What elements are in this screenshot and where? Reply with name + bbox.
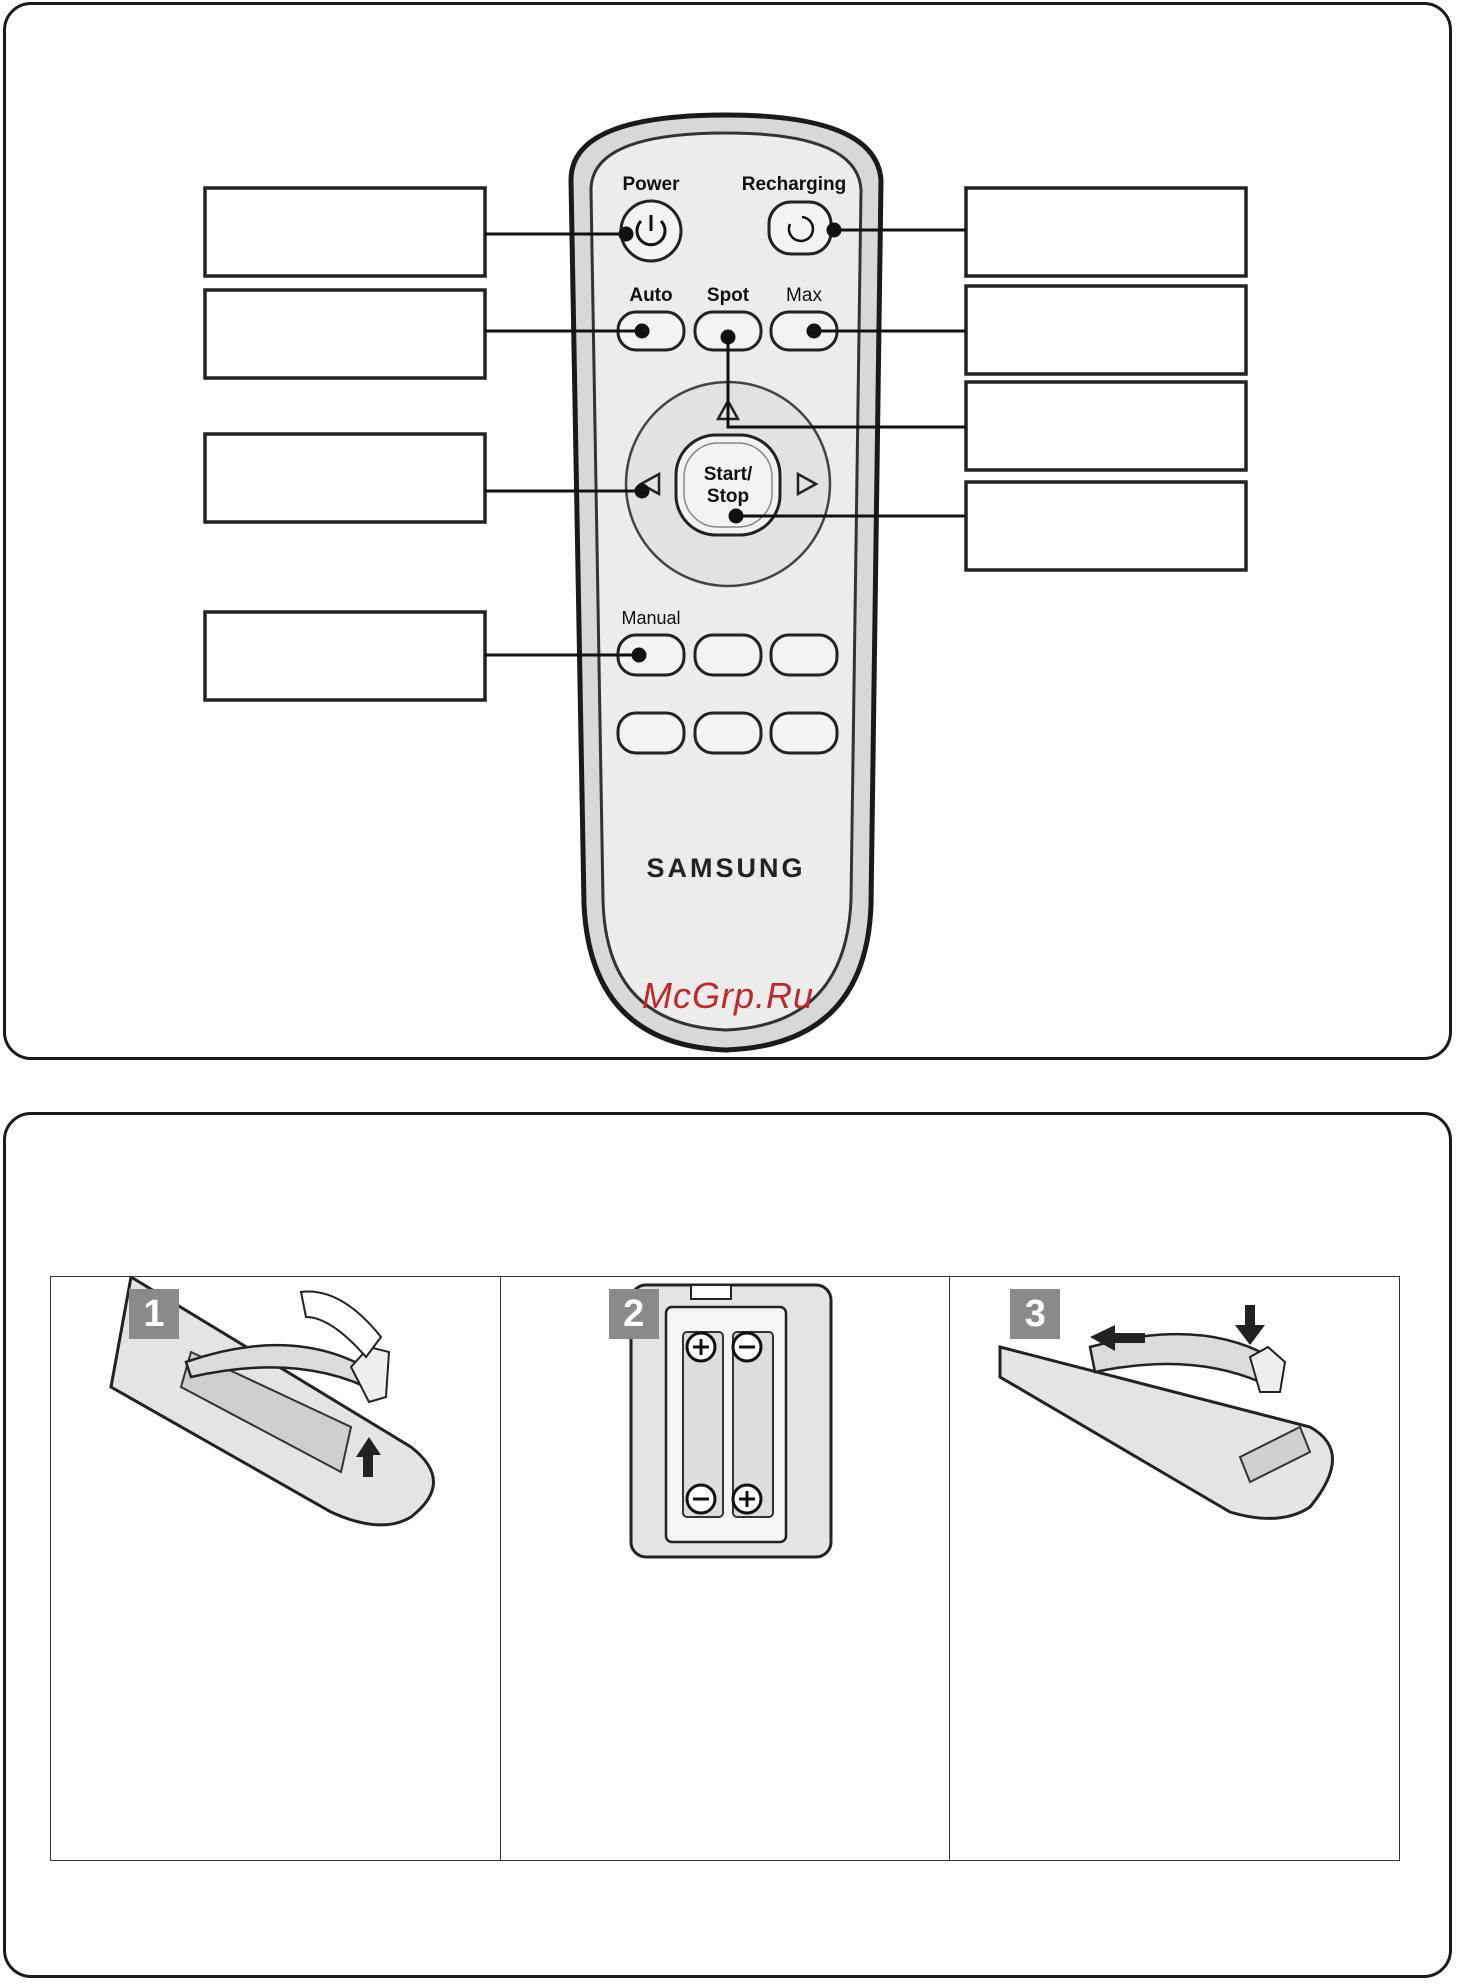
battery-steps	[50, 1276, 1400, 1861]
blank-button-1[interactable]	[695, 635, 761, 675]
step-3-badge: 3	[1010, 1289, 1060, 1339]
callout-box-recharging	[966, 188, 1246, 276]
blank-button-4[interactable]	[695, 713, 761, 753]
step-2-badge: 2	[609, 1289, 659, 1339]
remote-diagram	[6, 5, 1455, 1063]
start-stop-label-1: Start/	[703, 464, 753, 485]
callout-box-max	[966, 286, 1246, 374]
step-1-badge: 1	[129, 1289, 179, 1339]
step-1-illustration	[51, 1277, 499, 1577]
callout-box-left	[205, 434, 485, 522]
callout-box-manual	[205, 612, 485, 700]
max-label: Max	[786, 285, 822, 306]
arrow-down-icon	[1235, 1305, 1265, 1345]
watermark: McGrp.Ru	[642, 975, 815, 1016]
auto-label: Auto	[629, 285, 673, 306]
blank-button-2[interactable]	[771, 635, 837, 675]
blank-button-3[interactable]	[618, 713, 684, 753]
step-2-illustration	[501, 1277, 949, 1577]
recharging-button[interactable]	[769, 202, 831, 254]
callout-box-spot	[966, 382, 1246, 470]
spot-label: Spot	[706, 285, 750, 306]
manual-label: Manual	[621, 608, 681, 628]
start-stop-button[interactable]	[676, 435, 780, 535]
step-1	[51, 1277, 501, 1860]
step-3	[950, 1277, 1399, 1860]
brand-logo: SAMSUNG	[646, 853, 806, 883]
callout-box-power	[205, 188, 485, 276]
blank-button-5[interactable]	[771, 713, 837, 753]
power-label: Power	[622, 174, 680, 195]
start-stop-label-2: Stop	[706, 486, 750, 507]
callout-box-start-stop	[966, 482, 1246, 570]
remote-diagram-panel	[3, 2, 1452, 1060]
step-2	[501, 1277, 951, 1860]
callout-box-auto	[205, 290, 485, 378]
recharging-label: Recharging	[741, 174, 847, 195]
